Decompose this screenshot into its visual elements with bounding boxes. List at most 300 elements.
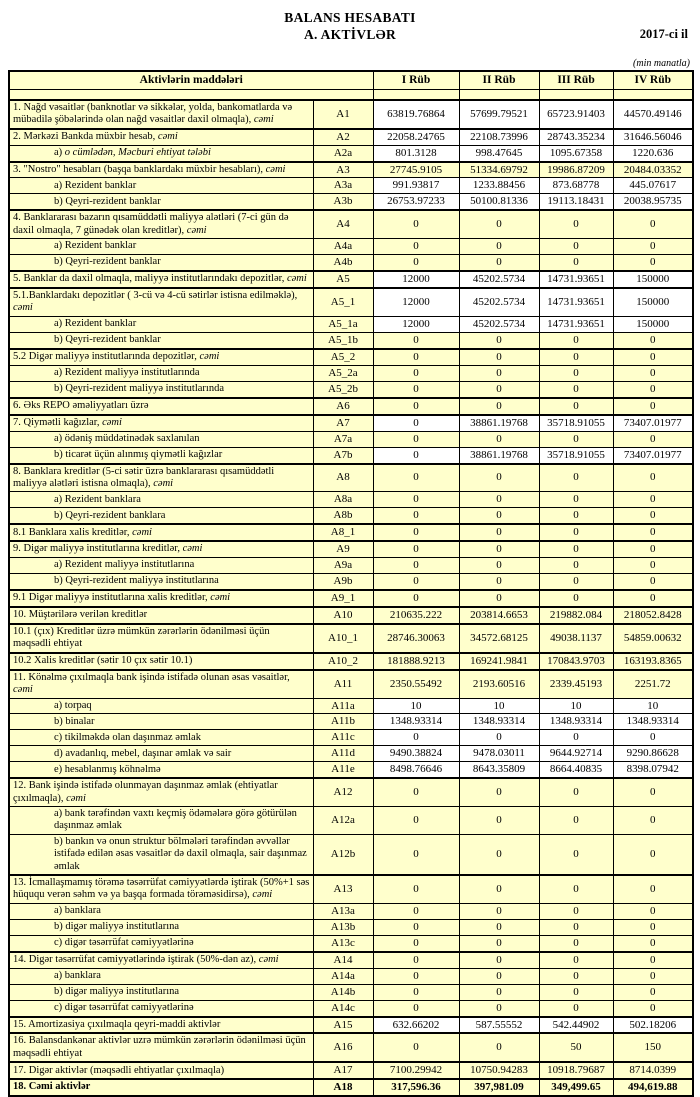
value-cell: 0 <box>613 935 693 951</box>
row-label-text: b) ticarət üçün alınmış qiymətli kağızlar <box>54 448 223 460</box>
value-cell: 0 <box>539 558 613 574</box>
row-code: A5_1 <box>313 288 373 316</box>
value-cell: 0 <box>539 349 613 365</box>
row-label-italic: cəmi <box>153 477 174 489</box>
value-cell: 34572.68125 <box>459 624 539 653</box>
value-cell: 0 <box>373 834 459 875</box>
row-label <box>9 968 313 984</box>
row-label-italic: cəmi <box>13 684 33 696</box>
table-row <box>9 903 693 919</box>
table-row <box>9 162 693 178</box>
row-label-text: b) digər maliyyə institutlarına <box>54 920 180 932</box>
row-code: A5 <box>313 271 373 288</box>
row-label-text: a) torpaq <box>54 699 92 711</box>
row-label <box>9 698 313 714</box>
value-cell: 31646.56046 <box>613 129 693 145</box>
table-row <box>9 255 693 271</box>
value-cell: 0 <box>613 919 693 935</box>
row-label <box>9 834 313 875</box>
row-label-text: a) banklara <box>54 969 101 981</box>
row-code: A7 <box>313 415 373 431</box>
value-cell: 8643.35809 <box>459 762 539 778</box>
value-cell: 0 <box>613 524 693 541</box>
value-cell: 2251.72 <box>613 670 693 698</box>
row-label-text: b) digər maliyyə institutlarına <box>54 985 180 997</box>
row-label-text: b) binalar <box>54 715 95 727</box>
table-row <box>9 952 693 968</box>
value-cell: 10 <box>373 698 459 714</box>
spacer-cell <box>9 90 373 100</box>
value-cell: 150000 <box>613 316 693 332</box>
table-row <box>9 464 693 492</box>
value-cell: 65723.91403 <box>539 100 613 129</box>
value-cell: 9490.38824 <box>373 746 459 762</box>
row-label <box>9 194 313 210</box>
row-label-text: a) Rezident maliyyə institutlarına <box>54 559 195 571</box>
value-cell: 502.18206 <box>613 1017 693 1034</box>
value-cell: 0 <box>539 239 613 255</box>
table-row <box>9 653 693 670</box>
table-row <box>9 714 693 730</box>
row-code: A8a <box>313 492 373 508</box>
value-cell: 210635.222 <box>373 607 459 624</box>
row-label-text: c) digər təsərrüfat cəmiyyətlərinə <box>54 1001 194 1013</box>
value-cell: 8398.07942 <box>613 762 693 778</box>
value-cell: 0 <box>373 875 459 903</box>
row-label-text: 4. Banklararası bazarın qısamüddətli maliyyə alətləri (7-ci gün də daxil olmaqla, 7 günədək olan kreditlər), <box>13 212 289 236</box>
value-cell: 0 <box>613 349 693 365</box>
row-label-italic: cəmi <box>157 130 178 142</box>
value-cell: 0 <box>539 807 613 835</box>
value-cell: 28743.35234 <box>539 129 613 145</box>
row-code: A6 <box>313 398 373 415</box>
row-code: A11a <box>313 698 373 714</box>
value-cell: 0 <box>373 778 459 806</box>
row-label-text: a) Rezident banklar <box>54 240 137 252</box>
value-cell: 0 <box>539 381 613 397</box>
table-row <box>9 100 693 129</box>
row-code: A5_2b <box>313 381 373 397</box>
row-label <box>9 1000 313 1016</box>
row-code: A9a <box>313 558 373 574</box>
value-cell: 0 <box>373 984 459 1000</box>
row-code: A2a <box>313 145 373 161</box>
value-cell: 10750.94283 <box>459 1062 539 1079</box>
row-code: A14c <box>313 1000 373 1016</box>
table-row <box>9 1033 693 1062</box>
value-cell: 150000 <box>613 271 693 288</box>
value-cell: 0 <box>539 210 613 238</box>
table-row <box>9 508 693 524</box>
table-row <box>9 778 693 806</box>
row-label <box>9 431 313 447</box>
value-cell: 54859.00632 <box>613 624 693 653</box>
table-row <box>9 381 693 397</box>
table-row <box>9 698 693 714</box>
value-cell: 0 <box>539 903 613 919</box>
row-label <box>9 714 313 730</box>
spacer-cell <box>539 90 613 100</box>
value-cell: 0 <box>539 968 613 984</box>
value-cell: 163193.8365 <box>613 653 693 670</box>
row-label-italic: cəmi <box>102 416 122 428</box>
row-code: A13a <box>313 903 373 919</box>
value-cell: 1348.93314 <box>613 714 693 730</box>
column-header-items: Aktivlərin maddələri <box>9 71 373 90</box>
table-header-row <box>9 71 693 90</box>
row-label-italic: cəmi <box>182 543 203 555</box>
row-label <box>9 381 313 397</box>
spacer-cell <box>459 90 539 100</box>
value-cell: 0 <box>613 332 693 348</box>
row-code: A8_1 <box>313 524 373 541</box>
table-row <box>9 762 693 778</box>
value-cell: 0 <box>459 381 539 397</box>
value-cell: 51334.69792 <box>459 162 539 178</box>
row-label <box>9 332 313 348</box>
value-cell: 0 <box>373 919 459 935</box>
row-code: A14b <box>313 984 373 1000</box>
value-cell: 0 <box>459 431 539 447</box>
value-cell: 0 <box>613 381 693 397</box>
value-cell: 2339.45193 <box>539 670 613 698</box>
value-cell: 0 <box>373 558 459 574</box>
row-label-text: a) Rezident maliyyə institutlarında <box>54 367 200 379</box>
value-cell: 10918.79687 <box>539 1062 613 1079</box>
row-label <box>9 492 313 508</box>
value-cell: 587.55552 <box>459 1017 539 1034</box>
value-cell: 0 <box>373 1033 459 1062</box>
value-cell: 19986.87209 <box>539 162 613 178</box>
value-cell: 0 <box>459 239 539 255</box>
row-code: A13b <box>313 919 373 935</box>
value-cell: 873.68778 <box>539 178 613 194</box>
row-code: A10_2 <box>313 653 373 670</box>
row-label-text: c) digər təsərrüfat cəmiyyətlərinə <box>54 936 194 948</box>
row-label <box>9 288 313 316</box>
value-cell: 0 <box>459 875 539 903</box>
row-label <box>9 541 313 557</box>
row-label-text: 5.2 Digər maliyyə institutlarında depozitlər, <box>13 351 197 363</box>
row-label <box>9 952 313 968</box>
value-cell: 44570.49146 <box>613 100 693 129</box>
table-row <box>9 398 693 415</box>
report-title: BALANS HESABATI <box>284 10 416 25</box>
value-cell: 0 <box>373 398 459 415</box>
row-label-text: 10.1 (çıx) Kreditlər üzrə mümkün zərərlərin ödənilməsi üçün məqsədli ehtiyat <box>13 626 270 650</box>
value-cell: 0 <box>459 903 539 919</box>
row-code: A8 <box>313 464 373 492</box>
row-label <box>9 670 313 698</box>
value-cell: 0 <box>613 398 693 415</box>
spacer-cell <box>373 90 459 100</box>
value-cell: 73407.01977 <box>613 415 693 431</box>
value-cell: 19113.18431 <box>539 194 613 210</box>
value-cell: 45202.5734 <box>459 316 539 332</box>
value-cell: 22058.24765 <box>373 129 459 145</box>
row-label-text: 7. Qiymətli kağızlar, <box>13 416 100 428</box>
row-label <box>9 349 313 365</box>
value-cell: 0 <box>539 255 613 271</box>
row-label-text: 9. Digər maliyyə institutlarına kreditlər, <box>13 543 180 555</box>
row-label <box>9 1017 313 1034</box>
value-cell: 1095.67358 <box>539 145 613 161</box>
row-label <box>9 653 313 670</box>
value-cell: 0 <box>613 255 693 271</box>
row-code: A9b <box>313 574 373 590</box>
value-cell: 0 <box>373 730 459 746</box>
value-cell: 218052.8428 <box>613 607 693 624</box>
row-code: A13 <box>313 875 373 903</box>
value-cell: 0 <box>373 415 459 431</box>
row-label-text: 17. Digər aktivlər (məqsədli ehtiyatlar çıxılmaqla) <box>13 1064 225 1076</box>
value-cell: 0 <box>459 984 539 1000</box>
row-code: A5_2 <box>313 349 373 365</box>
value-cell: 12000 <box>373 316 459 332</box>
row-code: A12 <box>313 778 373 806</box>
table-row <box>9 349 693 365</box>
value-cell: 45202.5734 <box>459 271 539 288</box>
table-row <box>9 1017 693 1034</box>
value-cell: 0 <box>373 574 459 590</box>
row-label-text: 10.2 Xalis kreditlər (sətir 10 çıx sətir 10.1) <box>13 655 193 667</box>
row-label <box>9 903 313 919</box>
row-code: A11e <box>313 762 373 778</box>
value-cell: 0 <box>613 492 693 508</box>
value-cell: 0 <box>613 365 693 381</box>
row-label <box>9 807 313 835</box>
row-label <box>9 984 313 1000</box>
row-label <box>9 1062 313 1079</box>
value-cell: 0 <box>539 365 613 381</box>
row-label <box>9 778 313 806</box>
row-label <box>9 590 313 607</box>
value-cell: 0 <box>539 492 613 508</box>
value-cell: 0 <box>459 541 539 557</box>
row-code: A3a <box>313 178 373 194</box>
value-cell: 45202.5734 <box>459 288 539 316</box>
value-cell: 0 <box>373 807 459 835</box>
value-cell: 0 <box>459 968 539 984</box>
value-cell: 0 <box>539 464 613 492</box>
row-label <box>9 935 313 951</box>
table-row <box>9 145 693 161</box>
row-label-text: b) Qeyri-rezident maliyyə institutlarına <box>54 575 219 587</box>
table-row <box>9 984 693 1000</box>
value-cell: 0 <box>613 558 693 574</box>
value-cell: 0 <box>613 834 693 875</box>
row-label <box>9 271 313 288</box>
value-cell: 0 <box>373 365 459 381</box>
value-cell: 0 <box>539 524 613 541</box>
row-code: A16 <box>313 1033 373 1062</box>
report-section-title: A. AKTİVLƏR <box>303 26 397 42</box>
row-label <box>9 365 313 381</box>
row-code: A4b <box>313 255 373 271</box>
row-label-text: 10. Müştərilərə verilən kreditlər <box>13 609 148 621</box>
value-cell: 0 <box>539 875 613 903</box>
row-code: A13c <box>313 935 373 951</box>
row-label <box>9 100 313 129</box>
row-label-text: b) Qeyri-rezident banklara <box>54 509 166 521</box>
value-cell: 0 <box>613 239 693 255</box>
row-label-text: 3. "Nostro" hesabları (başqa banklardakı müxbir hesabları), <box>13 163 263 175</box>
row-code: A3b <box>313 194 373 210</box>
value-cell: 1220.636 <box>613 145 693 161</box>
row-label <box>9 558 313 574</box>
value-cell: 0 <box>613 968 693 984</box>
value-cell: 219882.084 <box>539 607 613 624</box>
value-cell: 0 <box>373 541 459 557</box>
value-cell: 0 <box>373 239 459 255</box>
value-cell: 998.47645 <box>459 145 539 161</box>
value-cell: 0 <box>613 730 693 746</box>
value-cell: 0 <box>613 984 693 1000</box>
report-title-block <box>8 8 692 44</box>
value-cell: 1233.88456 <box>459 178 539 194</box>
row-label <box>9 524 313 541</box>
value-cell: 0 <box>373 952 459 968</box>
table-row <box>9 919 693 935</box>
table-body <box>9 100 693 1096</box>
value-cell: 38861.19768 <box>459 415 539 431</box>
value-cell: 49038.1137 <box>539 624 613 653</box>
row-label-text: b) Qeyri-rezident banklar <box>54 256 161 268</box>
value-cell: 0 <box>539 984 613 1000</box>
row-code: A11c <box>313 730 373 746</box>
value-cell: 349,499.65 <box>539 1079 613 1096</box>
row-code: A5_2a <box>313 365 373 381</box>
value-cell: 0 <box>373 349 459 365</box>
value-cell: 57699.79521 <box>459 100 539 129</box>
row-code: A7b <box>313 447 373 463</box>
value-cell: 0 <box>539 919 613 935</box>
row-label-italic: cəmi <box>252 889 273 901</box>
table-row <box>9 1000 693 1016</box>
table-row <box>9 875 693 903</box>
value-cell: 0 <box>373 492 459 508</box>
row-label <box>9 464 313 492</box>
table-row <box>9 332 693 348</box>
row-label-text: 5.1.Banklardakı depozitlər ( 3-cü və 4-cü sətirlər istisna edilməklə), <box>13 290 298 302</box>
table-row <box>9 271 693 288</box>
row-label-text: a) Rezident banklara <box>54 493 141 505</box>
value-cell: 0 <box>613 431 693 447</box>
row-code: A11b <box>313 714 373 730</box>
value-cell: 50100.81336 <box>459 194 539 210</box>
value-cell: 0 <box>459 919 539 935</box>
value-cell: 0 <box>373 210 459 238</box>
value-cell: 494,619.88 <box>613 1079 693 1096</box>
row-code: A3 <box>313 162 373 178</box>
value-cell: 991.93817 <box>373 178 459 194</box>
row-label <box>9 210 313 238</box>
unit-note: (min manatla) <box>633 57 690 69</box>
row-label-text: 12. Bank işində istifadə olunmayan daşınmaz əmlak (ehtiyatlar çıxılmaqla), <box>13 780 278 804</box>
table-row <box>9 590 693 607</box>
value-cell: 9290.86628 <box>613 746 693 762</box>
row-code: A11d <box>313 746 373 762</box>
row-label <box>9 746 313 762</box>
value-cell: 2193.60516 <box>459 670 539 698</box>
value-cell: 38861.19768 <box>459 447 539 463</box>
row-label-text: b) Qeyri-rezident maliyyə institutlarında <box>54 382 224 394</box>
row-label <box>9 919 313 935</box>
value-cell: 0 <box>613 807 693 835</box>
spacer-cell <box>613 90 693 100</box>
row-label-text: 14. Digər təsərrüfat cəmiyyətlərində iştirak (50%-dən az), <box>13 953 257 965</box>
value-cell: 0 <box>459 834 539 875</box>
row-code: A10_1 <box>313 624 373 653</box>
value-cell: 0 <box>373 431 459 447</box>
value-cell: 0 <box>459 730 539 746</box>
table-row <box>9 194 693 210</box>
value-cell: 0 <box>459 332 539 348</box>
table-row <box>9 524 693 541</box>
value-cell: 0 <box>459 492 539 508</box>
table-row <box>9 129 693 145</box>
value-cell: 0 <box>539 431 613 447</box>
value-cell: 0 <box>459 398 539 415</box>
row-code: A15 <box>313 1017 373 1034</box>
value-cell: 0 <box>459 778 539 806</box>
value-cell: 0 <box>373 332 459 348</box>
row-label <box>9 730 313 746</box>
value-cell: 0 <box>539 778 613 806</box>
row-label <box>9 239 313 255</box>
row-label <box>9 607 313 624</box>
table-row <box>9 834 693 875</box>
row-label-text: b) bankın və onun struktur bölmələri tərəfindən əvvəllər istifadə edilən əsas vəsaitlər də daxil olmaqla, sair daşınmaz əmlak <box>54 835 307 872</box>
value-cell: 0 <box>459 935 539 951</box>
value-cell: 542.44902 <box>539 1017 613 1034</box>
value-cell: 0 <box>613 778 693 806</box>
value-cell: 0 <box>613 508 693 524</box>
value-cell: 0 <box>613 210 693 238</box>
value-cell: 0 <box>373 935 459 951</box>
row-label-text: 1. Nağd vəsaitlər (banknotlar və sikkələr, yolda, bankomatlarda və mübadilə şöbələrində olan nağd vəsaitlər daxil olmaqla), <box>13 101 293 126</box>
value-cell: 0 <box>373 968 459 984</box>
row-code: A18 <box>313 1079 373 1096</box>
value-cell: 203814.6653 <box>459 607 539 624</box>
row-code: A2 <box>313 129 373 145</box>
row-label <box>9 875 313 903</box>
value-cell: 14731.93651 <box>539 271 613 288</box>
value-cell: 10 <box>613 698 693 714</box>
value-cell: 0 <box>459 508 539 524</box>
value-cell: 0 <box>373 447 459 463</box>
value-cell: 35718.91055 <box>539 415 613 431</box>
value-cell: 317,596.36 <box>373 1079 459 1096</box>
table-row <box>9 1062 693 1079</box>
row-code: A14a <box>313 968 373 984</box>
row-code: A12a <box>313 807 373 835</box>
value-cell: 0 <box>373 508 459 524</box>
row-label-italic: cəmi <box>66 792 86 804</box>
value-cell: 170843.9703 <box>539 653 613 670</box>
value-cell: 14731.93651 <box>539 288 613 316</box>
value-cell: 7100.29942 <box>373 1062 459 1079</box>
value-cell: 0 <box>373 464 459 492</box>
row-label <box>9 1079 313 1096</box>
table-row <box>9 935 693 951</box>
row-label-text: 2. Mərkəzi Bankda müxbir hesab, <box>13 130 156 142</box>
value-cell: 0 <box>613 1000 693 1016</box>
value-cell: 0 <box>539 574 613 590</box>
row-label-italic: cəmi <box>132 526 152 538</box>
row-code: A4a <box>313 239 373 255</box>
row-label-italic: cəmi <box>13 302 33 314</box>
